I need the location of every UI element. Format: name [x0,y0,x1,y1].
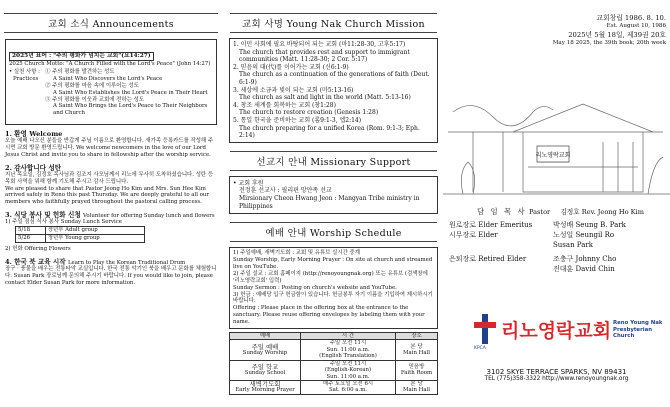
place-en: Main Hall [402,387,430,394]
worship-table [229,332,438,395]
table-row [230,380,438,394]
thanks-text-ko: 지난 목요일, 김정호 목사님과 김조지 사모님께서 리노에 무사히 도착하셨습니다. 성탄 등 목회 사역을 위해 함께 기도해 주시고 감사 드립니다. [5,171,214,185]
church-name-en-2: Presbyterian Church [613,326,653,340]
lunch-table [15,226,145,243]
place-en: Faith Room [400,370,433,377]
elder-name: Susan Park [553,241,593,249]
church-building-illustration [443,92,670,202]
elders-table [447,220,628,274]
practice-1-en: A Saint Who Discovers the Lord's Peace [53,75,163,82]
elder-role: 시무장로 Elder [449,231,498,239]
table-row [16,227,145,235]
missionary-en: Mirsionary Cheon Hwang Jeon : Mangyan Tribe ministry in Philippines [239,194,420,210]
time-1: 매주 토요일 오전 6시 [322,380,374,387]
table-row [447,220,628,230]
worship-text-2: 2) 주일 설교 : 교회 홈페이지 (http://renoyoungnak.org) 또는 유튜브 (검색창에 '리노영락교회' 입력) [233,270,428,284]
issue-date-en: May 18 2025, the 39th book; 20th week [552,40,666,46]
worship-box [229,247,438,329]
service-name: 주일 학교 [251,362,279,371]
mission-4-en: The church to restore creation (Genesis 1:28) [239,109,379,117]
lunch-who: 장년부 Adult group [45,227,144,235]
lunch-date: 5/18 [16,227,46,235]
practice-1-ko: ① 주의 평화를 발견하는 성도 [45,68,115,75]
mission-5-ko: 5. 통일 한국을 준비하는 교회 (롬9:1-3, 엡2:14) [233,116,362,124]
church-name-logo: 리노영락교회 [501,320,612,342]
missionary-ko: 전정훈 선교사 : 필리핀 망얀족 선교 [239,187,332,195]
korean-title-ko: 4. 한국 북 교육 시작 [5,257,66,266]
pastor-line [443,206,670,217]
time-1: 주일 오전 11시 [329,360,367,367]
contact: TEL (775)358-3322 http://www.renoyoungnak.org [484,376,629,382]
korean-title [5,256,217,266]
time-3: Sun. 11:00 a.m. [326,373,370,380]
service-name: 주일 예배 [251,342,279,351]
pastor-label: 담 임 목 사 [477,207,527,216]
mission-column [226,0,441,407]
time-2: (English-Korean) [324,367,372,374]
lunch-title-en: Volunteer for offering Sunday lunch and flowers [82,213,215,220]
elder-role: 은퇴장로 Retired Elder [449,255,527,263]
practice-label: • 실천 사항 : [9,68,40,75]
welcome-title: 1. 환영 Welcome [5,130,63,138]
pastor-name: 김정호 Rev. Jeong Ho Kim [560,208,644,216]
service-name-en: Sunday Worship [242,350,288,357]
time-1: 주일 오전 11시 [329,340,367,347]
elder-role [447,264,551,274]
worship-text-1: 1) 주일예배, 새벽기도회 : 교회 및 유튜브 실시간 중계 [233,250,360,257]
practice-3-en: A Saint Who Brings the Lord's Peace to Their Neighbors and Church [53,103,208,117]
missionary-header: 선교지 안내 Missionary Support [230,151,437,171]
service-name: 새벽기도회 [249,379,281,388]
place-ko: 본 당 [410,380,423,387]
elder-name: 노성일 Seungil Ro [553,231,615,239]
mission-1-en: The church that provides rest and support to immigrant communities (Matt. 11:28-30; 2 Cor. 5:17) [239,48,410,64]
elder-name: 조충구 Johnny Cho [553,255,617,263]
table-row [447,250,628,264]
table-row [447,264,628,274]
table-row [447,230,628,240]
announcements-column [0,0,222,407]
kpca-label: KPCA [474,346,486,351]
missionary-bullet: • 교회 후원 [233,179,264,187]
mission-1-ko: 1. 이민 사회에 필요 바탕되어 되는 교회 (마11:28-30, 고후5:17) [233,41,406,48]
elder-name: 박성배 Seung B. Park [553,221,626,229]
founded-ko: 교회창립 1986. 8. 10. [596,14,666,22]
lunch-date: 5/26 [16,235,46,243]
church-logo [471,312,666,362]
korean-text: 장구 · 풍물을 배우는 전통타악 교실입니다. 한국 전통 악기인 북을 배우고 문화를 체험합니다. Susan Park 장로님께 문의해 주시기 바랍니다. If you would like to join, please contact Elder Susan Park for more information. [5,265,217,286]
thanks-text-en: We are pleased to share that Pastor Jeong Ho Kim and Mrs. Sun Hee Kim arrived safely in Reno this past Thursday. We are deeply grateful to all our members who faithfully prayed throughout the pastoral calling process. [5,185,209,206]
service-name-en: Sunday School [244,370,286,377]
cover-column [443,0,670,407]
time-2: Sat. 6:00 a.m. [328,387,368,394]
table-row [230,340,438,360]
practice-2-en: A Saint Who Establishes the Lord's Peace in Their Heart [53,89,208,96]
worship-text-2-en: Sunday Sermon : Posting on church's website and YouTube. [233,284,397,291]
practice-label-en: Practices [13,75,39,82]
lunch-who: 청년부 Young group [45,235,144,243]
korean-title-en: Learn to Play the Korean Traditional Drum [67,259,186,266]
issue-date-ko: 2025년 5월 18일, 제39권 20호 [568,31,666,39]
building-sign-text: 리노영락교회 [535,152,571,159]
mission-3-en: The church as salt and light in the world (Matt. 5:13-16) [239,94,411,102]
service-name-en: Early Morning Prayer [235,387,295,394]
lunch-title [5,209,217,219]
lunch-title-ko: 3. 식당 봉사 및 헌화 신청 [5,211,81,220]
table-header-row [230,333,438,340]
table-row [230,360,438,380]
mission-2-ko: 2. 믿음의 대(代)를 이어가는 교회 (신6:1-9) [233,63,349,71]
welcome-text: 오늘 예배 나오신 분들을 반갑게 주님 이름으로 환영합니다. 새가족 등록카드를 작성해 주시면 교회 방문 환영드립니다. We welcome newcomers in the love of our Lord Jesus Christ and invite you to share in fellowship after the worship service. [5,138,214,158]
worship-text-3: 3) 헌금 : 예배당 입구 헌금함이 있습니다. 헌금봉투 자기 이름을 기입하여 제시하시기 바랍니다. [233,291,433,305]
flower-sub: 2) 헌화 Offering Flowers [5,245,71,252]
worship-text-3-en: Offering : Please place in the offering box at the entrance to the sanctuary. Please reuse offering envelopes by labeling them with your name. [233,305,425,326]
founded-en: Est. August 10, 1986 [606,23,666,29]
church-name-en-1: Reno Young Nak [613,320,663,326]
practice-2-ko: ② 주의 평화를 마음 속에 이루어는 성도 [45,82,139,89]
worship-text-1-en: Sunday Worship, Early Morning Prayer : On site at church and streamed live on YouTube. [233,257,433,270]
mission-2-en: The church as a continuation of the generations of faith (Deut. 6:1-9) [239,71,430,86]
mission-box [229,38,438,143]
motto-en: 2025 Church Motto: "A Church Filled with the Lord's Peace" (John 14:27) [9,61,211,67]
pastor-label-en: Pastor [528,208,551,216]
practice-3-ko: ③ 주의 평화를 이웃과 교회에 전하는 성도 [45,96,144,103]
elder-role: 원로장로 Elder Emeritus [449,221,533,229]
announcements-header: 교회 소식 Announcements [4,13,218,33]
address: 3102 SKYE TERRACE SPARKS, NV 89431 [486,368,627,376]
place-en: Main Hall [402,350,430,357]
time-2: Sun. 11:00 a.m. [326,346,370,353]
table-row [16,235,145,243]
table-row [447,240,628,250]
thanks-title: 2. 감사합니다 성탄 [5,163,62,172]
elder-name: 진대훈 David Chin [553,265,615,273]
lunch-sub: 1) 주일 점심 식사 봉사 Sunday Lunch Service [5,219,122,226]
mission-4-ko: 4. 창조 세계를 회복하는 교회 (창1:28) [233,101,336,109]
th-place: 장소 [396,333,438,340]
th-service: 예배 [230,333,301,340]
missionary-box [229,176,438,214]
elder-role [447,240,551,250]
worship-header: 예배 안내 Worship Schedule [230,222,437,242]
motto-box [5,39,217,125]
mission-header: 교회 사명 Young Nak Church Mission [230,13,437,33]
mission-5-en: The church preparing for a unified Korea (Rom. 9:1-3; Eph. 2:14) [239,124,420,140]
place-ko: 믿음방 [408,363,425,370]
motto-ko: 2025년 표어 : "주의 평화가 넘치는 교회"(요14:27) [9,52,154,61]
th-time: 시 간 [301,333,396,340]
mission-3-ko: 3. 세상에 소금과 빛이 되는 교회 (마5:13-16) [233,86,354,94]
time-3: (English Translation) [319,353,377,360]
place-ko: 본 당 [410,343,423,350]
